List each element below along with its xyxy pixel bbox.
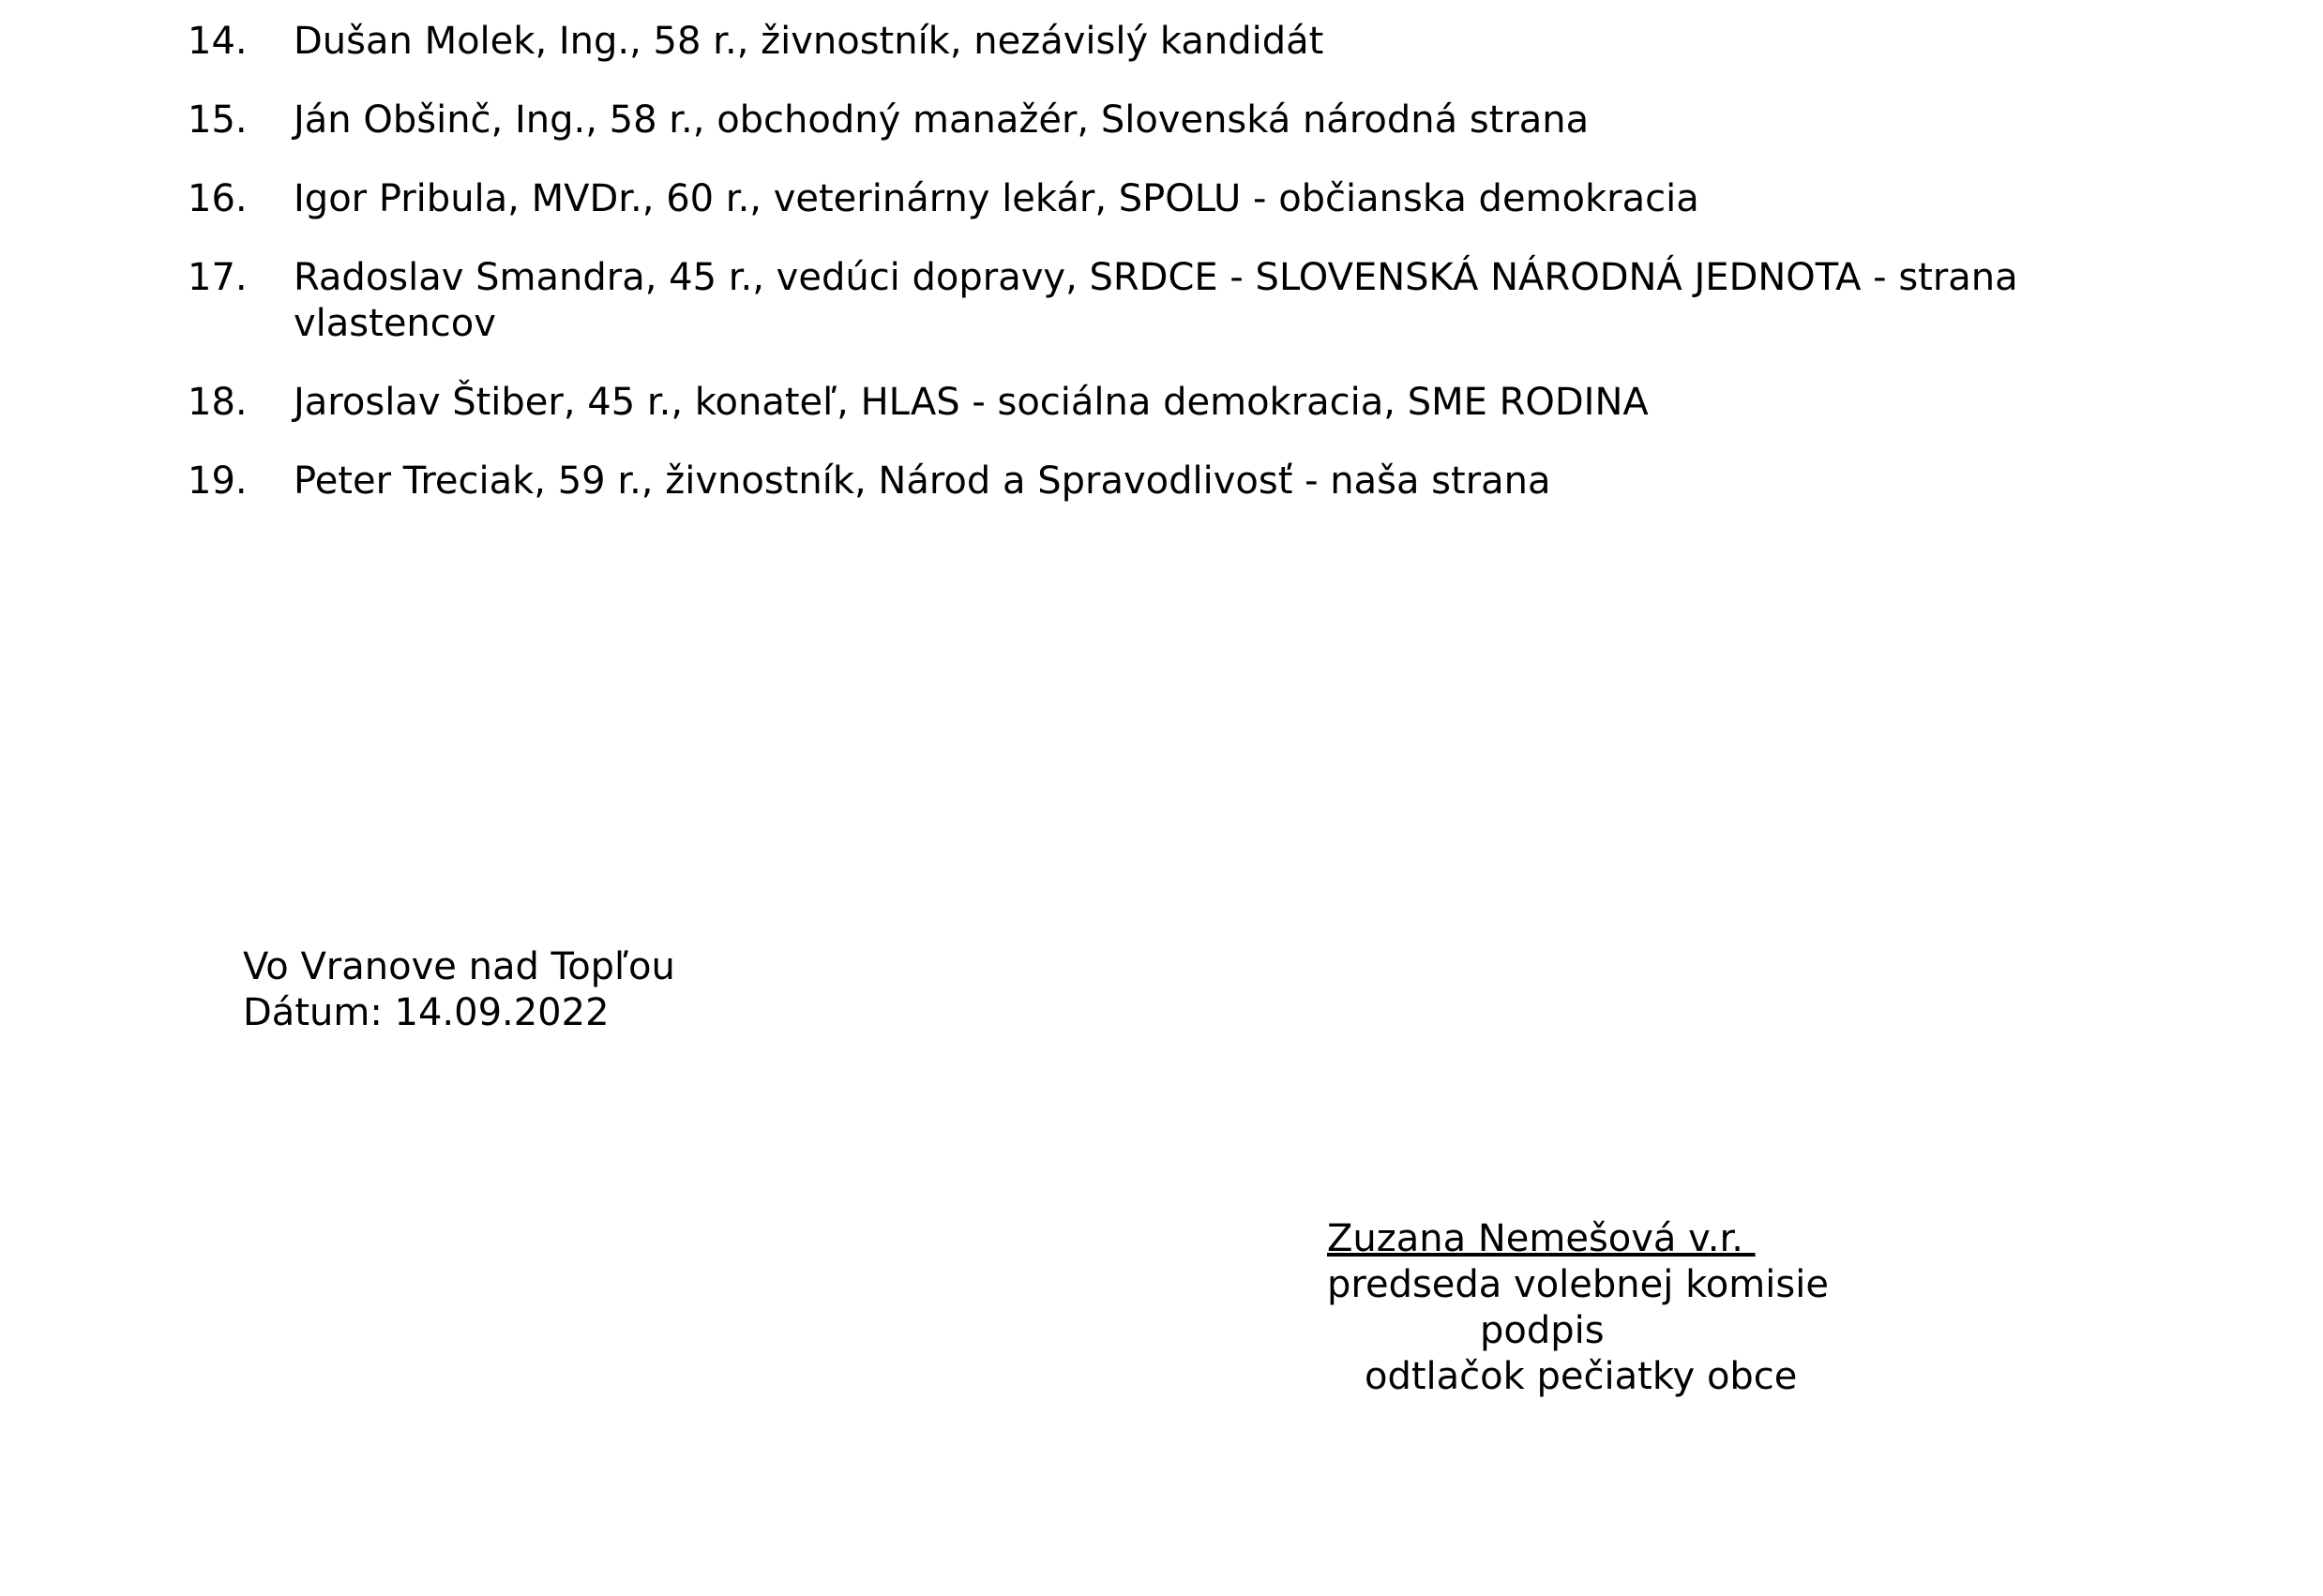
candidate-text: Radoslav Smandra, 45 r., vedúci dopravy, SRDCE - SLOVENSKÁ NÁRODNÁ JEDNOTA - strana vlastencov — [294, 256, 2018, 345]
date-text: Dátum: 14.09.2022 — [243, 991, 610, 1034]
candidate-text: Dušan Molek, Ing., 58 r., živnostník, nezávislý kandidát — [294, 20, 1324, 63]
candidate-number: 18. — [188, 381, 248, 424]
candidate-number: 16. — [188, 177, 248, 220]
candidate-item-19 — [188, 459, 2157, 504]
candidate-text: Ján Obšinč, Ing., 58 r., obchodný manažér, Slovenská národná strana — [294, 98, 1590, 142]
candidate-number: 15. — [188, 98, 248, 142]
signature-label: podpis — [1480, 1309, 1605, 1352]
candidate-text: Igor Pribula, MVDr., 60 r., veterinárny lekár, SPOLU - občianska demokracia — [294, 177, 1699, 220]
stamp-label: odtlačok pečiatky obce — [1365, 1355, 1798, 1398]
signature-block — [1327, 1216, 1890, 1400]
signer-role: predseda volebnej komisie — [1327, 1263, 1829, 1306]
candidate-text: Jaroslav Štiber, 45 r., konateľ, HLAS - sociálna demokracia, SME RODINA — [294, 381, 1649, 424]
candidate-item-16 — [188, 176, 2157, 222]
candidate-number: 19. — [188, 459, 248, 503]
candidate-number: 17. — [188, 256, 248, 299]
place-text: Vo Vranove nad Topľou — [243, 945, 675, 988]
place-date-block — [243, 944, 675, 1036]
candidate-text: Peter Treciak, 59 r., živnostník, Národ a Spravodlivosť - naša strana — [294, 459, 1551, 503]
candidate-item-14 — [188, 19, 2157, 65]
candidate-list — [188, 19, 2157, 537]
candidate-item-17 — [188, 255, 2157, 347]
signer-name: Zuzana Nemešová v.r. — [1327, 1217, 1756, 1260]
candidate-item-15 — [188, 98, 2157, 143]
candidate-number: 14. — [188, 20, 248, 63]
candidate-item-18 — [188, 380, 2157, 426]
